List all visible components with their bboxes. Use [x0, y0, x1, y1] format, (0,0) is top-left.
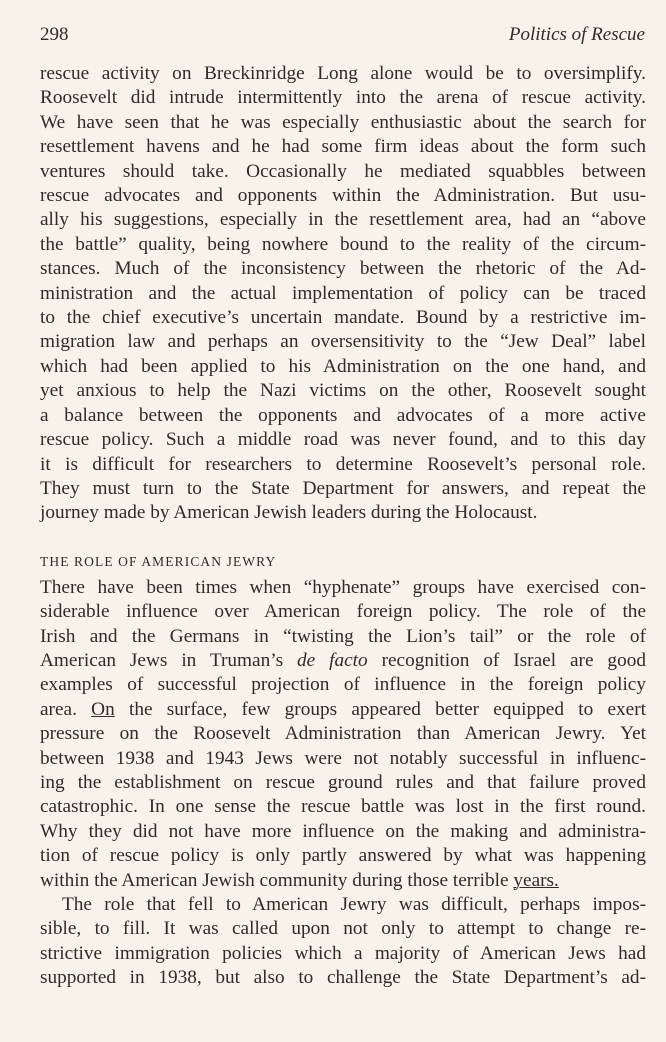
running-title: Politics of Rescue: [508, 24, 645, 45]
text-line: it is difficult for researchers to determine Roosevelt’s personal role.: [40, 453, 646, 475]
text-line: Why they did not have more influence on the making and administra-: [40, 820, 646, 842]
text-line: pressure on the Roosevelt Administration than American Jewry. Yet: [40, 723, 646, 745]
text-run: recognition of Israel are good: [367, 649, 646, 671]
section-spacer: [40, 526, 646, 550]
text-line: ventures should take. Occasionally he mediated squabbles between: [40, 160, 646, 182]
text-line: There have been times when “hyphenate” groups have exercised con-: [40, 576, 646, 598]
text-line: [40, 869, 646, 893]
text-run: area.: [40, 698, 92, 720]
text-line: [40, 649, 646, 673]
text-line: We have seen that he was especially enthusiastic about the search for: [40, 111, 646, 133]
text-line: a balance between the opponents and advocates of a more active: [40, 404, 646, 426]
text-line: journey made by American Jewish leaders during the Holocaust.: [40, 502, 538, 524]
text-line: stances. Much of the inconsistency between the rhetoric of the Ad-: [40, 258, 646, 280]
italic-phrase: de facto: [297, 649, 368, 671]
text-run: the surface, few groups appeared better equipped to exert: [114, 698, 646, 720]
text-run: within the American Jewish community during those terrible: [40, 869, 514, 891]
text-line: examples of successful projection of influence in the foreign policy: [40, 674, 646, 696]
text-line: rescue activity on Breckinridge Long alone would be to oversimplify.: [40, 63, 646, 84]
text-line: Roosevelt did intrude intermittently into the arena of rescue activity.: [40, 87, 646, 109]
page-header: [40, 24, 645, 46]
text-line: migration law and perhaps an oversensitivity to the “Jew Deal” label: [40, 331, 646, 353]
underlined-word: On: [91, 698, 115, 720]
text-line: which had been applied to his Administration on the one hand, and: [40, 355, 646, 377]
text-line: Irish and the Germans in “twisting the Lion’s tail” or the role of: [40, 625, 646, 647]
page-number: 298: [40, 24, 69, 45]
underlined-word: years.: [513, 869, 559, 891]
text-line: rescue advocates and opponents within the Administration. But usu-: [40, 185, 646, 207]
text-line: [40, 698, 646, 722]
text-line: supported in 1938, but also to challenge the State Department’s ad-: [40, 967, 646, 989]
text-line: resettlement havens and he had some firm ideas about the form such: [40, 136, 646, 158]
text-line: rescue policy. Such a middle road was never found, and to this day: [40, 429, 646, 451]
text-line: ministration and the actual implementation of policy can be traced: [40, 282, 646, 304]
text-line: ing the establishment on rescue ground rules and that failure proved: [40, 771, 646, 793]
text-line: They must turn to the State Department for answers, and repeat the: [40, 477, 646, 499]
body-text: [40, 62, 646, 991]
text-run: American Jews in Truman’s: [40, 649, 297, 671]
section-heading: THE ROLE OF AMERICAN JEWRY: [40, 553, 277, 569]
text-line: yet anxious to help the Nazi victims on the other, Roosevelt sought: [40, 380, 646, 402]
text-line: the battle” quality, being nowhere bound to the reality of the circum-: [40, 233, 646, 255]
text-line: to the chief executive’s uncertain mandate. Bound by a restrictive im-: [40, 307, 646, 329]
text-line: catastrophic. In one sense the rescue battle was lost in the first round.: [40, 796, 646, 818]
text-line: between 1938 and 1943 Jews were not notably successful in influenc-: [40, 747, 646, 769]
paragraph-3: [40, 893, 646, 991]
text-line: ally his suggestions, especially in the resettlement area, had an “above: [40, 209, 646, 231]
text-line: tion of rescue policy is only partly answered by what was happening: [40, 845, 646, 867]
text-line: sible, to fill. It was called upon not only to attempt to change re-: [40, 918, 646, 940]
paragraph-1: [40, 62, 646, 526]
text-line: siderable influence over American foreign policy. The role of the: [40, 601, 646, 623]
paragraph-2: [40, 576, 646, 893]
text-line: The role that fell to American Jewry was difficult, perhaps impos-: [62, 894, 646, 915]
text-line: strictive immigration policies which a majority of American Jews had: [40, 942, 646, 964]
